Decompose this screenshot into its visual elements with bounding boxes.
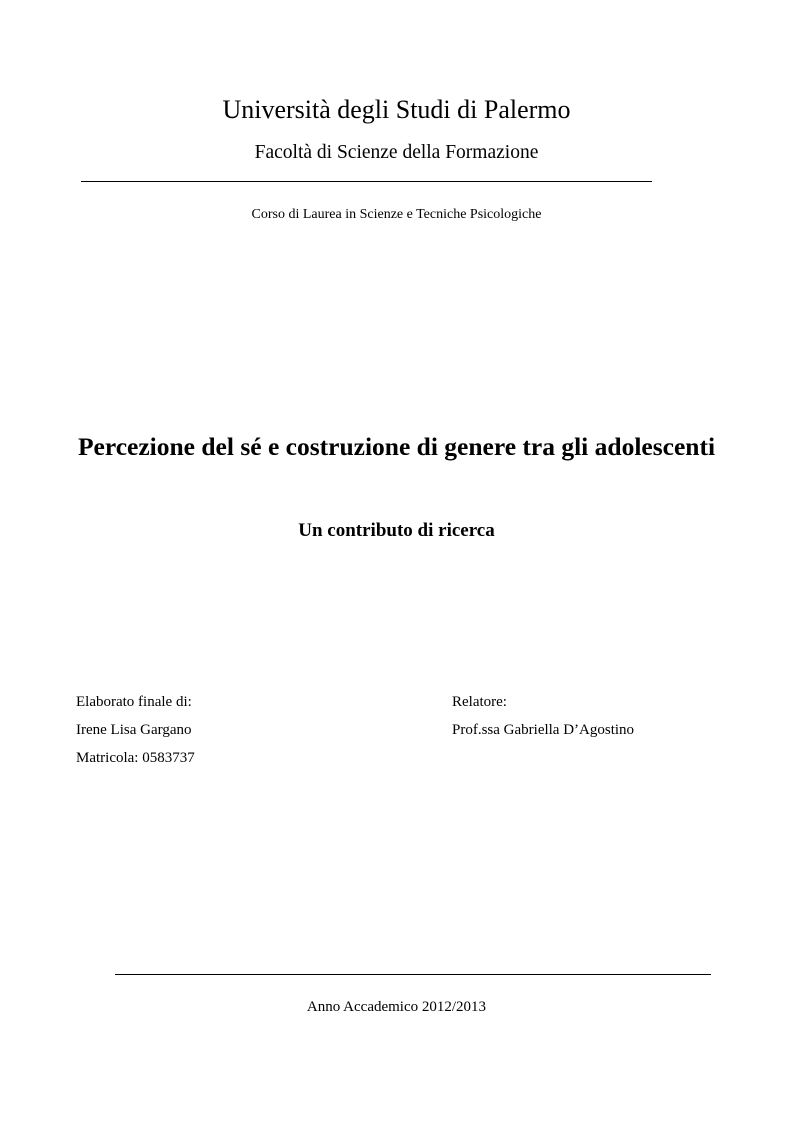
university-name: Università degli Studi di Palermo bbox=[222, 95, 571, 124]
author-label: Elaborato finale di: bbox=[76, 694, 192, 710]
footer-divider bbox=[115, 974, 711, 975]
thesis-subtitle: Un contributo di ricerca bbox=[298, 520, 495, 541]
faculty-name: Facoltà di Scienze della Formazione bbox=[254, 142, 539, 163]
header-divider bbox=[81, 181, 652, 182]
supervisor-label: Relatore: bbox=[452, 694, 507, 710]
academic-year: Anno Accademico 2012/2013 bbox=[306, 999, 487, 1015]
course-name: Corso di Laurea in Scienze e Tecniche Psicologiche bbox=[251, 207, 542, 222]
author-name: Irene Lisa Gargano bbox=[76, 722, 192, 738]
supervisor-name: Prof.ssa Gabriella D’Agostino bbox=[452, 722, 635, 738]
author-matricola: Matricola: 0583737 bbox=[76, 750, 195, 766]
thesis-title: Percezione del sé e costruzione di genere tra gli adolescenti bbox=[77, 432, 716, 461]
